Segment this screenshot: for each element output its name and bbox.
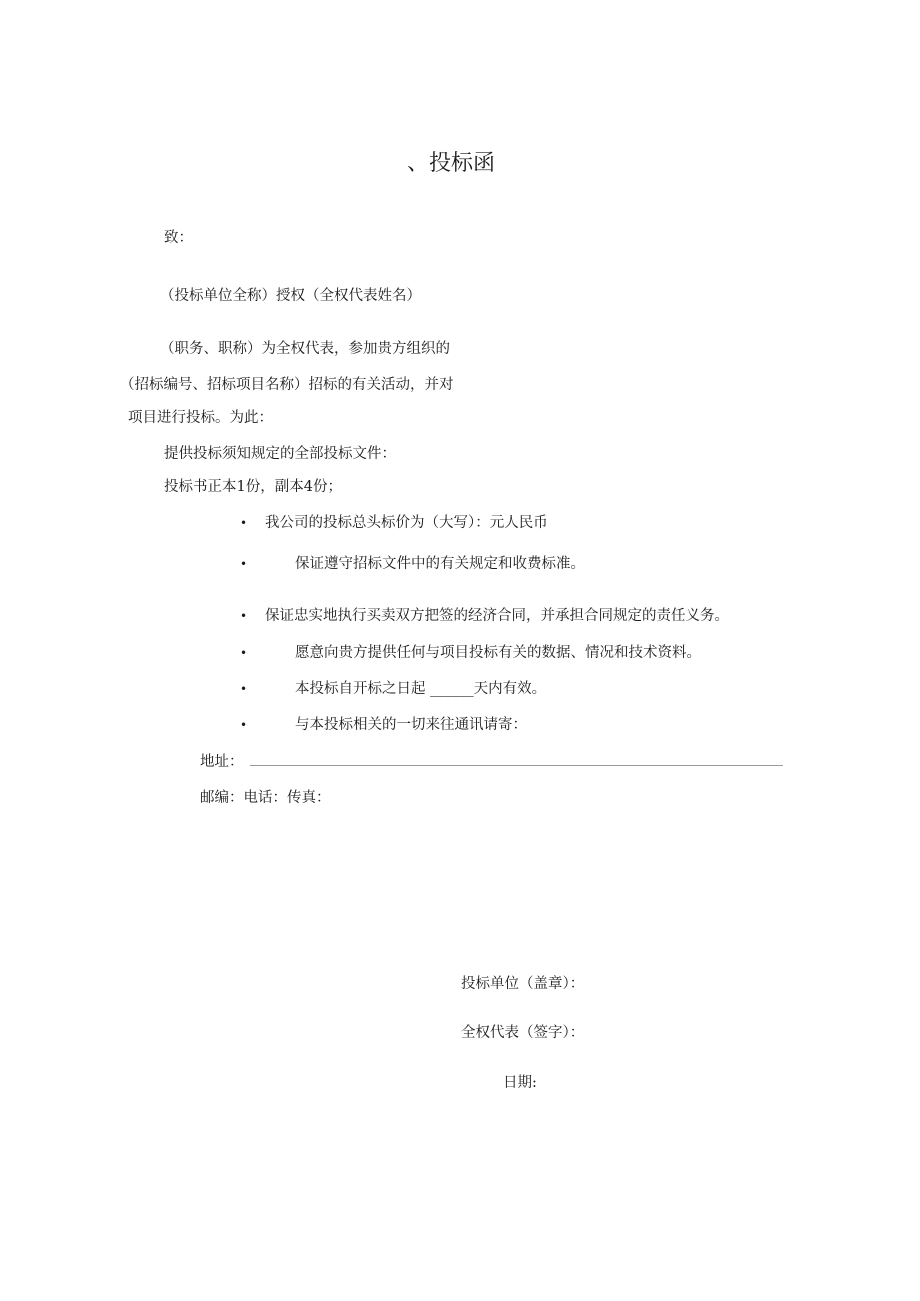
- bullet-item-compliance: 保证遵守招标文件中的有关规定和收费标准。: [295, 556, 585, 572]
- signature-representative: 全权代表（签字）：: [461, 1025, 585, 1041]
- bullet-item-contract: 保证忠实地执行买卖双方把签的经济合同，并承担合同规定的责任义务。: [265, 608, 729, 624]
- bullet-icon: •: [240, 609, 248, 623]
- paragraph-tender-number: （招标编号、招标项目名称）招标的有关活动，并对: [120, 377, 454, 393]
- contact-line: 邮编：电话：传真：: [200, 790, 331, 806]
- bullet-icon: •: [240, 682, 248, 696]
- bullet-item-data: 愿意向贵方提供任何与项目投标有关的数据、情况和技术资料。: [295, 645, 701, 661]
- paragraph-copies: 投标书正本1份，副本4份；: [164, 479, 342, 495]
- bullet-item-correspondence: 与本投标相关的一切来往通讯请寄：: [295, 717, 527, 733]
- signature-unit: 投标单位（盖章）：: [461, 976, 585, 992]
- paragraph-position: （职务、职称）为全权代表，参加贵方组织的: [160, 341, 450, 357]
- page-title: 、投标函: [407, 151, 496, 176]
- paragraph-authorization: （投标单位全称）授权（全权代表姓名）: [160, 288, 421, 304]
- bullet-icon: •: [240, 646, 248, 660]
- signature-date: 日期:: [503, 1075, 537, 1091]
- bullet-item-validity: 本投标自开标之日起 ______天内有效。: [295, 681, 547, 697]
- address-underline: [250, 765, 783, 766]
- address-label: 地址：: [200, 754, 244, 770]
- bullet-icon: •: [240, 557, 248, 571]
- bullet-icon: •: [240, 718, 248, 732]
- bullet-item-price: 我公司的投标总头标价为（大写）：元人民币: [265, 515, 548, 531]
- paragraph-documents: 提供投标须知规定的全部投标文件：: [164, 446, 396, 462]
- salutation: 致：: [164, 230, 193, 246]
- bullet-icon: •: [240, 516, 248, 530]
- paragraph-project: 项目进行投标。为此：: [128, 410, 273, 426]
